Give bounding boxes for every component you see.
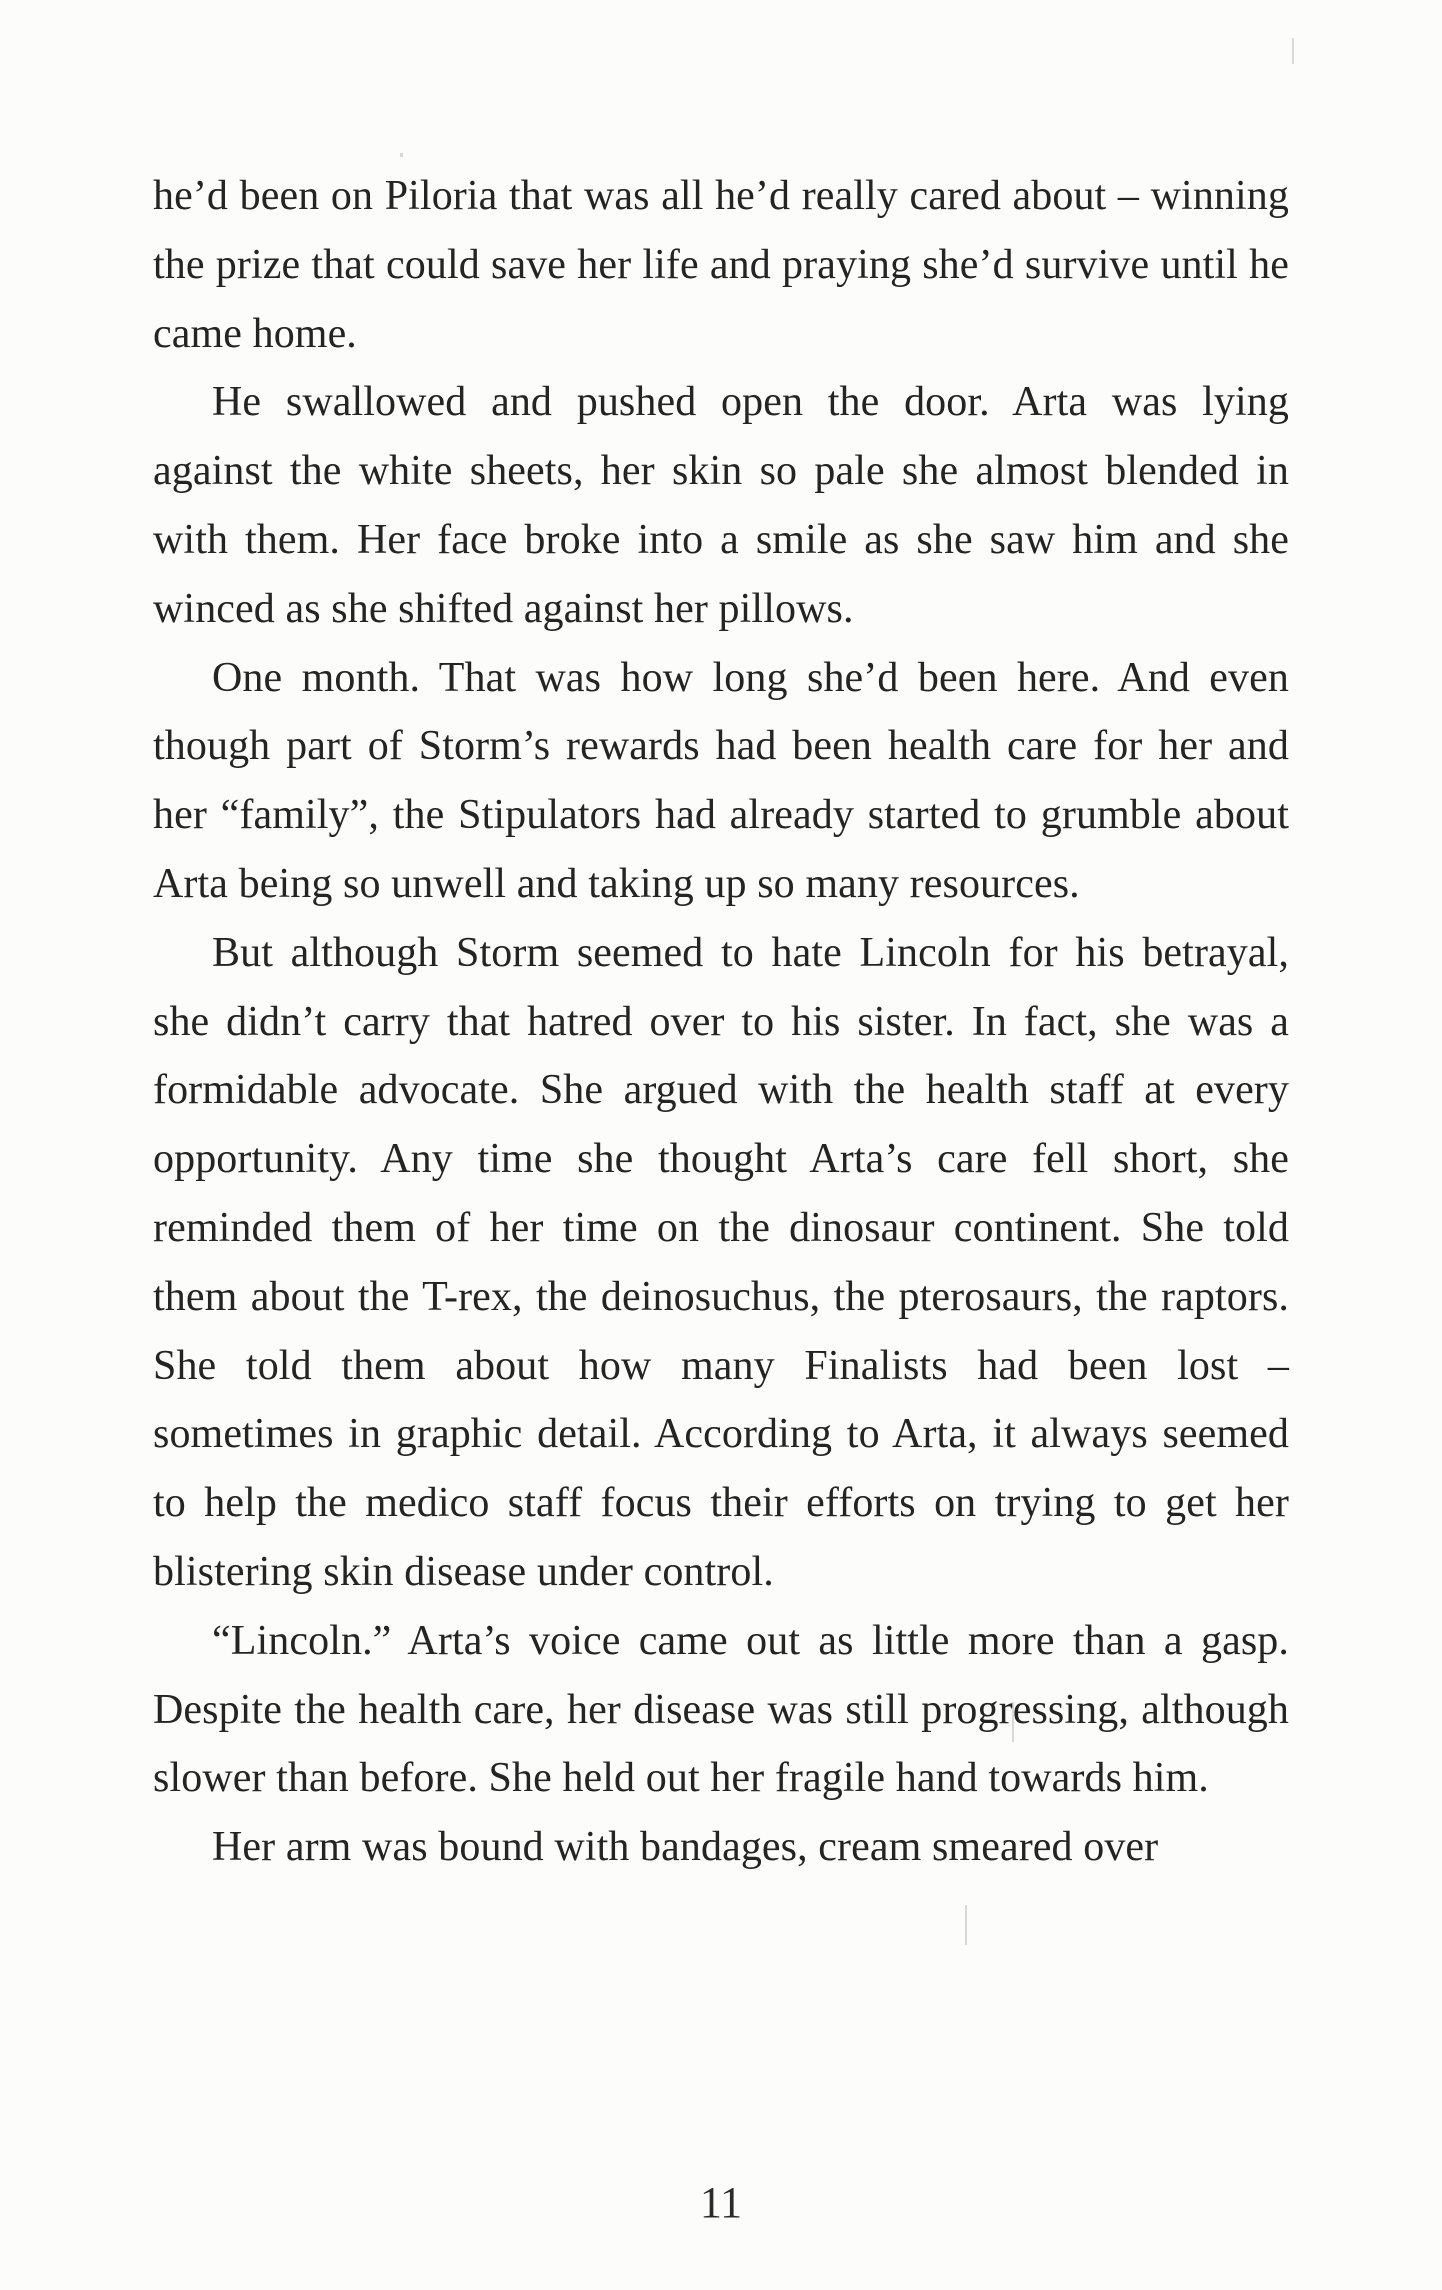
body-text [153, 162, 1289, 1882]
scan-artifact [400, 153, 403, 157]
paragraph: “Lincoln.” Arta’s voice came out as little more than a gasp. Despite the health care, her disease was still progressing, although slower than before. She held out her fragile hand towards him. [153, 1617, 1289, 1802]
scan-artifact [965, 1905, 967, 1945]
paragraph: One month. That was how long she’d been here. And even though part of Storm’s rewards had been health care for her and her “family”, the Stipulators had already started to grumble about Arta being so unwell and taking up so many resources. [153, 654, 1289, 907]
paragraph: But although Storm seemed to hate Lincoln for his betrayal, she didn’t carry that hatred over to his sister. In fact, she was a formidable advocate. She argued with the health staff at every opportunity. Any time she thought Arta’s care fell short, she reminded them of her time on the dinosaur continent. She told them about the T-rex, the deinosuchus, the pterosaurs, the raptors. She told them about how many Finalists had been lost – sometimes in graphic detail. According to Arta, it always seemed to help the medico staff focus their efforts on trying to get her blistering skin disease under control. [153, 929, 1289, 1595]
paragraph: Her arm was bound with bandages, cream smeared over [212, 1824, 1159, 1871]
scan-artifact [1292, 38, 1294, 64]
page-number: 11 [699, 2178, 743, 2227]
paragraph: he’d been on Piloria that was all he’d really cared about – winning the prize that could save her life and praying she’d survive until he came home. [153, 173, 1289, 357]
paragraph: He swallowed and pushed open the door. Arta was lying against the white sheets, her skin so pale she almost blended in with them. Her face broke into a smile as she saw him and she winced as she shifted against her pillows. [153, 379, 1289, 632]
